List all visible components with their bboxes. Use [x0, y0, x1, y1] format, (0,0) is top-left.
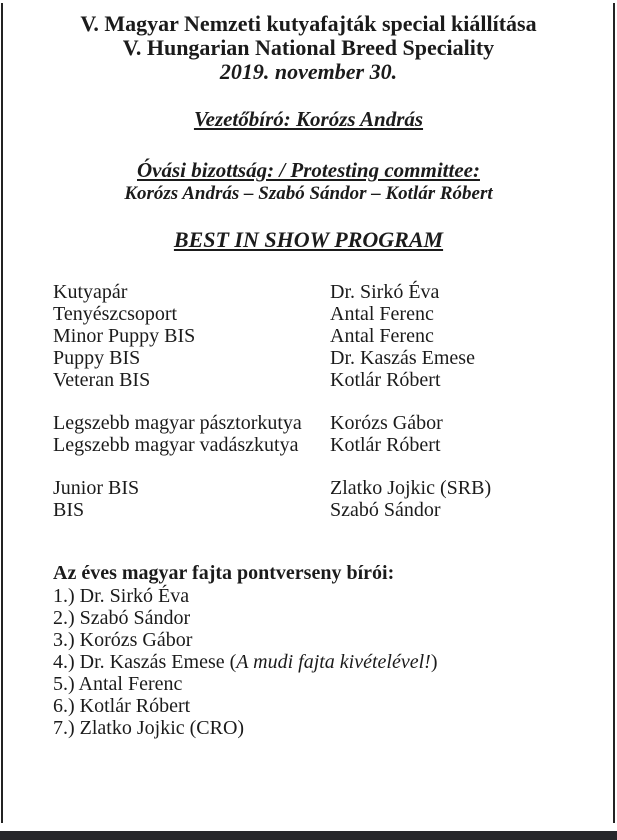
bis-category: Puppy BIS — [53, 347, 141, 369]
bis-category: BIS — [53, 499, 85, 521]
annual-judge-note: A mudi fajta kivételével! — [236, 651, 431, 673]
bis-judge: Zlatko Jojkic (SRB) — [330, 477, 492, 499]
annual-judge-item — [53, 629, 597, 651]
bis-judge: Kotlár Róbert — [330, 434, 441, 456]
annual-judge-text: 4.) Dr. Kaszás Emese ( — [53, 651, 237, 673]
bis-category: Kutyapár — [53, 281, 128, 303]
annual-judge-text: 2.) Szabó Sándor — [53, 607, 191, 629]
annual-competition-heading: Az éves magyar fajta pontverseny bírói: — [53, 562, 395, 584]
annual-judge-text: 1.) Dr. Sirkó Éva — [53, 585, 190, 607]
annual-judge-text-after: ) — [430, 651, 438, 673]
bis-row — [53, 477, 597, 499]
bis-program-table — [53, 281, 597, 542]
bis-judge: Antal Ferenc — [330, 303, 434, 325]
bis-program-heading: BEST IN SHOW PROGRAM — [173, 227, 444, 252]
bis-judge: Dr. Kaszás Emese — [330, 347, 475, 369]
bis-judge: Szabó Sándor — [330, 499, 441, 521]
title-block — [0, 12, 617, 84]
bis-category: Junior BIS — [53, 477, 140, 499]
bis-row — [53, 369, 597, 391]
annual-judge-text: 3.) Korózs Gábor — [53, 629, 193, 651]
annual-judges-list — [53, 585, 597, 739]
head-judge-line: Vezetőbíró: Korózs András — [193, 107, 424, 131]
annual-judge-item — [53, 717, 597, 739]
bis-row — [53, 303, 597, 325]
bis-judge: Dr. Sirkó Éva — [330, 281, 440, 303]
annual-judge-item — [53, 695, 597, 717]
annual-judge-text: 6.) Kotlár Róbert — [53, 695, 191, 717]
bis-judge: Antal Ferenc — [330, 325, 434, 347]
bis-row — [53, 347, 597, 369]
bis-row — [53, 434, 597, 456]
event-date: 2019. november 30. — [219, 59, 398, 84]
annual-judge-text: 5.) Antal Ferenc — [53, 673, 183, 695]
annual-judge-item — [53, 673, 597, 695]
protest-committee-members: Korózs András – Szabó Sándor – Kotlár Róbert — [124, 183, 493, 204]
viewer-bottom-bar — [0, 831, 617, 840]
annual-judge-item — [53, 607, 597, 629]
bis-row — [53, 325, 597, 347]
protest-committee-heading: Óvási bizottság: / Protesting committee: — [137, 158, 480, 182]
annual-judge-item — [53, 585, 597, 607]
bis-category: Minor Puppy BIS — [53, 325, 196, 347]
bis-category: Legszebb magyar pásztorkutya — [53, 412, 302, 434]
bis-group — [53, 281, 597, 391]
bis-category: Legszebb magyar vadászkutya — [53, 434, 299, 456]
bis-row — [53, 281, 597, 303]
bis-group — [53, 412, 597, 456]
bis-group — [53, 477, 597, 521]
bis-category: Veteran BIS — [53, 369, 151, 391]
bis-judge: Korózs Gábor — [330, 412, 443, 434]
bis-row — [53, 499, 597, 521]
title-hungarian: V. Magyar Nemzeti kutyafajták special kiállítása — [80, 11, 537, 36]
bis-judge: Kotlár Róbert — [330, 369, 441, 391]
bis-category: Tenyészcsoport — [53, 303, 178, 325]
protest-committee-block — [0, 158, 617, 204]
annual-judge-item — [53, 651, 597, 673]
title-english: V. Hungarian National Breed Speciality — [122, 35, 495, 60]
bis-row — [53, 412, 597, 434]
annual-judge-text: 7.) Zlatko Jojkic (CRO) — [53, 717, 245, 739]
